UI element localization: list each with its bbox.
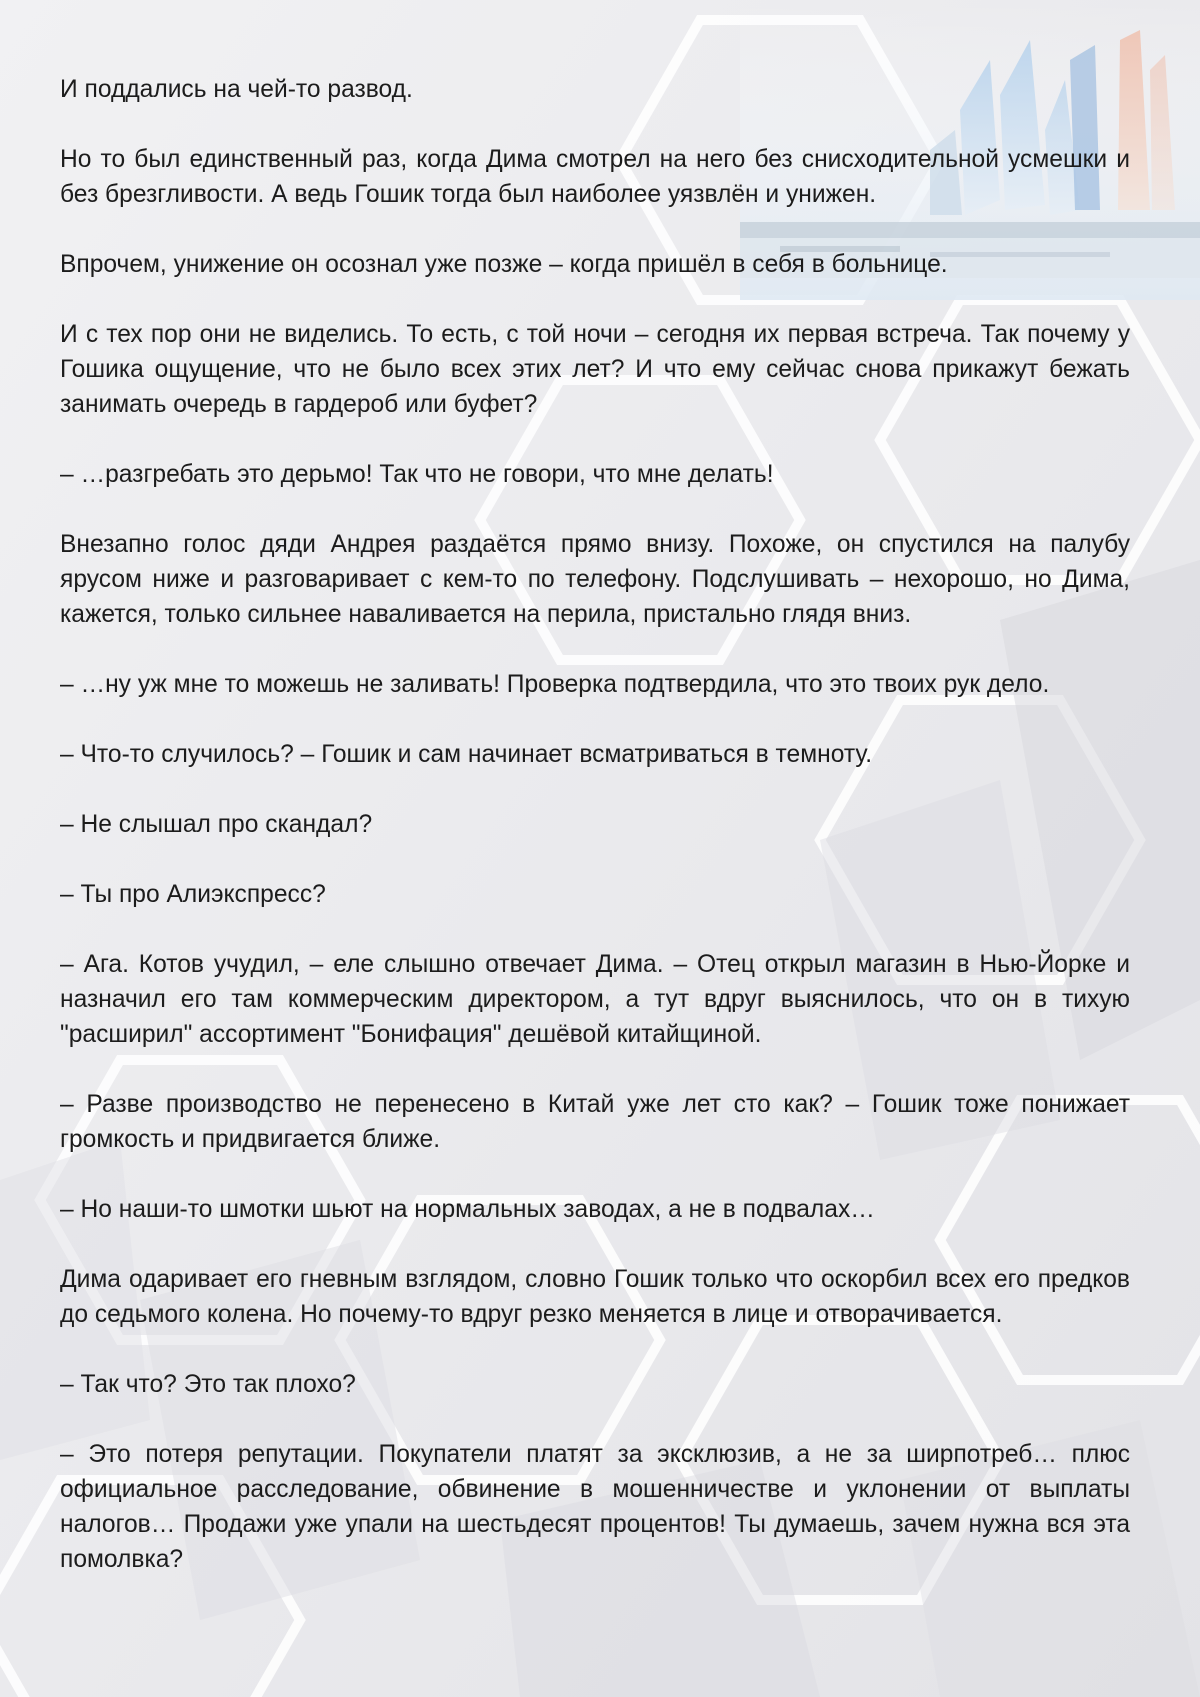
- paragraph: – Ага. Котов учудил, – еле слышно отвечает Дима. – Отец открыл магазин в Нью-Йорке и назначил его там коммерческим директором, а тут вдруг выяснилось, что он в тихую "расширил" ассортимент "Бонифация" дешёвой китайщиной.: [60, 951, 1130, 1048]
- paragraph: – Так что? Это так плохо?: [60, 1371, 356, 1398]
- paragraph: И с тех пор они не виделись. То есть, с той ночи – сегодня их первая встреча. Так почему у Гошика ощущение, что не было всех этих лет? И что ему сейчас снова прикажут бежать занимать очередь в гардероб или буфет?: [60, 321, 1130, 418]
- paragraph: Но то был единственный раз, когда Дима смотрел на него без снисходительной усмешки и без брезгливости. А ведь Гошик тогда был наиболее уязвлён и унижен.: [60, 146, 1130, 208]
- paragraph: – Что-то случилось? – Гошик и сам начинает всматриваться в темноту.: [60, 741, 873, 768]
- paragraph: – Но наши-то шмотки шьют на нормальных заводах, а не в подвалах…: [60, 1196, 875, 1223]
- paragraph: – Ты про Алиэкспресс?: [60, 881, 326, 908]
- paragraph: – Разве производство не перенесено в Китай уже лет сто как? – Гошик тоже понижает громкость и придвигается ближе.: [60, 1091, 1130, 1153]
- paragraph: – …ну уж мне то можешь не заливать! Проверка подтвердила, что это твоих рук дело.: [60, 671, 1050, 698]
- paragraph: Внезапно голос дяди Андрея раздаётся прямо внизу. Похоже, он спустился на палубу ярусом ниже и разговаривает с кем-то по телефону. Подслушивать – нехорошо, но Дима, кажется, только сильнее наваливается на перила, пристально глядя вниз.: [60, 531, 1130, 628]
- paragraph: И поддались на чей-то развод.: [60, 76, 413, 103]
- document-body: [60, 72, 1130, 1612]
- paragraph: – …разгребать это дерьмо! Так что не говори, что мне делать!: [60, 461, 774, 488]
- paragraph: Впрочем, унижение он осознал уже позже – когда пришёл в себя в больнице.: [60, 251, 948, 278]
- paragraph: – Это потеря репутации. Покупатели платят за эксклюзив, а не за ширпотреб… плюс официальное расследование, обвинение в мошенничестве и уклонении от выплаты налогов… Продажи уже упали на шестьдесят процентов! Ты думаешь, зачем нужна вся эта помолвка?: [60, 1441, 1130, 1573]
- paragraph: Дима одаривает его гневным взглядом, словно Гошик только что оскорбил всех его предков до седьмого колена. Но почему-то вдруг резко меняется в лице и отворачивается.: [60, 1266, 1130, 1328]
- paragraph: – Не слышал про скандал?: [60, 811, 373, 838]
